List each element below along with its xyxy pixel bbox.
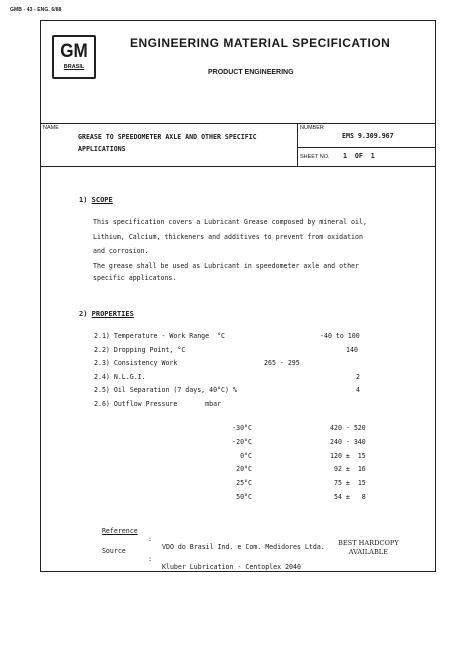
outflow-row bbox=[200, 452, 380, 466]
scope-line: The grease shall be used as Lubricant in speedometer axle and other bbox=[93, 261, 359, 270]
outflow-value: 120 ± 15 bbox=[330, 451, 366, 460]
outflow-temp: 25°C bbox=[236, 479, 252, 488]
property-row bbox=[94, 332, 394, 346]
page-title: ENGINEERING MATERIAL SPECIFICATION bbox=[130, 36, 391, 50]
outflow-row bbox=[200, 465, 380, 479]
property-value: -40 to 100 bbox=[320, 332, 360, 340]
outflow-temp: 50°C bbox=[236, 492, 252, 501]
property-label: 2.3) Consistency Work bbox=[94, 359, 178, 368]
gm-logo bbox=[52, 35, 96, 79]
outflow-temp: 20°C bbox=[236, 465, 252, 474]
outflow-value: 54 ± 8 bbox=[334, 492, 366, 501]
property-label: 2.5) Oil Separation (7 days, 40°C) % bbox=[94, 386, 237, 395]
spec-number: EMS 9.309.967 bbox=[342, 132, 394, 140]
sheet-number: 1 OF 1 bbox=[343, 152, 375, 160]
property-row bbox=[94, 386, 394, 400]
properties-number: 2) bbox=[79, 310, 88, 318]
property-value: 4 bbox=[356, 386, 360, 395]
outflow-value: 240 - 340 bbox=[330, 437, 366, 446]
outflow-row bbox=[200, 479, 380, 493]
hardcopy-note-line-2: AVAILABLE bbox=[348, 548, 388, 556]
property-row bbox=[94, 346, 394, 360]
hardcopy-note-line-1: BEST HARDCOPY bbox=[338, 539, 399, 547]
property-row bbox=[94, 359, 394, 373]
scope-title: SCOPE bbox=[91, 196, 113, 204]
header-column-divider bbox=[297, 123, 298, 166]
outflow-value: 420 - 520 bbox=[330, 424, 366, 432]
source-label: Source bbox=[101, 547, 126, 555]
logo-mark: GM bbox=[60, 41, 88, 62]
property-label: 2.4) N.L.G.I. bbox=[94, 372, 146, 381]
scope-number: 1) bbox=[79, 196, 88, 204]
source-value: Kluber Lubrication - Centoplex 2040 bbox=[162, 563, 301, 571]
outflow-row bbox=[200, 493, 380, 507]
logo-subtext: BRASIL bbox=[63, 64, 85, 70]
property-value: 2 bbox=[356, 372, 360, 381]
scope-line: This specification covers a Lubricant Grease composed by mineral oil, bbox=[93, 218, 367, 226]
outflow-temp: -20°C bbox=[232, 437, 252, 446]
property-label: 2.2) Dropping Point, °C bbox=[94, 345, 186, 354]
number-sheet-divider bbox=[297, 147, 436, 148]
outflow-row bbox=[200, 438, 380, 452]
spec-name-line-2: APPLICATIONS bbox=[78, 145, 126, 153]
properties-title: PROPERTIES bbox=[91, 310, 134, 318]
source-line bbox=[94, 539, 354, 571]
header-divider-bottom bbox=[40, 166, 436, 167]
property-value: 265 - 295 bbox=[264, 359, 300, 368]
reference-colon: : bbox=[148, 535, 152, 543]
scope-line: and corrosion. bbox=[93, 247, 149, 255]
spec-name bbox=[78, 131, 257, 155]
outflow-temp: 0°C bbox=[240, 451, 252, 460]
property-row bbox=[94, 400, 394, 414]
property-row bbox=[94, 373, 394, 387]
sheet-label: SHEET NO. bbox=[300, 154, 330, 160]
outflow-value: 75 ± 15 bbox=[334, 479, 366, 488]
properties-list bbox=[94, 332, 394, 414]
hardcopy-note bbox=[338, 539, 399, 557]
scope-line: specific applicatons. bbox=[93, 274, 177, 282]
scope-body bbox=[93, 215, 367, 284]
reference-value: VDO do Brasil Ind. e Com. Medidores Ltda. bbox=[162, 543, 325, 551]
number-label: NUMBER bbox=[300, 125, 324, 131]
scope-line: Lithium, Calcium, thickeners and additives to prevent from oxidation bbox=[93, 232, 363, 241]
form-code: GMB - 43 - ENG. 6/88 bbox=[10, 7, 62, 13]
page-subtitle: PRODUCT ENGINEERING bbox=[208, 69, 294, 76]
properties-heading bbox=[79, 310, 134, 318]
property-label: 2.1) Temperature - Work Range °C bbox=[94, 332, 226, 340]
name-label: NAME bbox=[43, 125, 59, 131]
header-divider-top bbox=[40, 123, 436, 124]
source-colon: : bbox=[148, 555, 152, 563]
outflow-row bbox=[200, 424, 380, 438]
outflow-temp: -30°C bbox=[232, 424, 252, 432]
outflow-value: 92 ± 16 bbox=[334, 465, 366, 474]
property-value: 140 bbox=[346, 345, 358, 354]
outflow-table bbox=[200, 424, 380, 507]
property-label: 2.6) Outflow Pressure mbar bbox=[94, 399, 222, 408]
scope-heading bbox=[79, 196, 113, 204]
reference-label: Reference bbox=[101, 527, 138, 535]
spec-name-line-1: GREASE TO SPEEDOMETER AXLE AND OTHER SPECIFIC bbox=[78, 133, 257, 141]
